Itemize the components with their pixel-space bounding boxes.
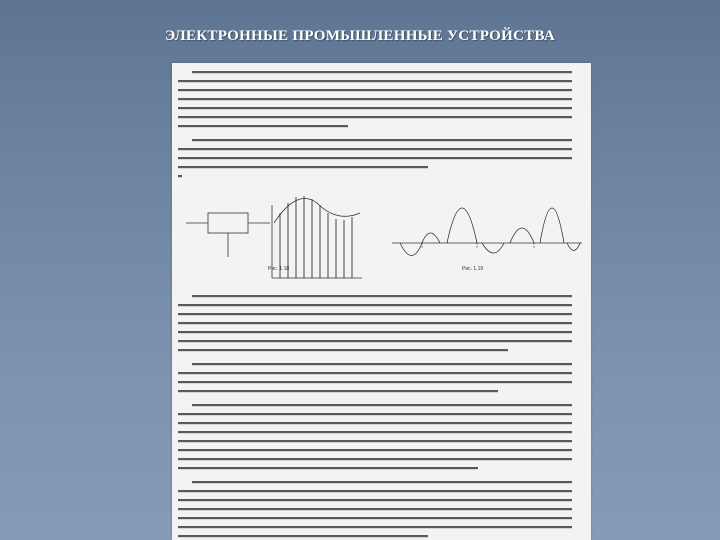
paragraph-1-text-lines (178, 71, 572, 127)
figure-1-19 (392, 208, 582, 256)
figure-left-caption: Рис. 1.18 (268, 266, 290, 272)
scanned-document-page (172, 63, 591, 540)
figure-right-caption: Рис. 1.19 (462, 266, 484, 272)
paragraph-3-text-lines (178, 295, 572, 351)
paragraph-5-text-lines (178, 404, 572, 469)
paragraph-4-text-lines (178, 363, 572, 392)
slide-title: ЭЛЕКТРОННЫЕ ПРОМЫШЛЕННЫЕ УСТРОЙСТВА (164, 28, 556, 44)
paragraph-2-text-lines (178, 139, 572, 177)
paragraph-6-text-lines (178, 481, 572, 537)
